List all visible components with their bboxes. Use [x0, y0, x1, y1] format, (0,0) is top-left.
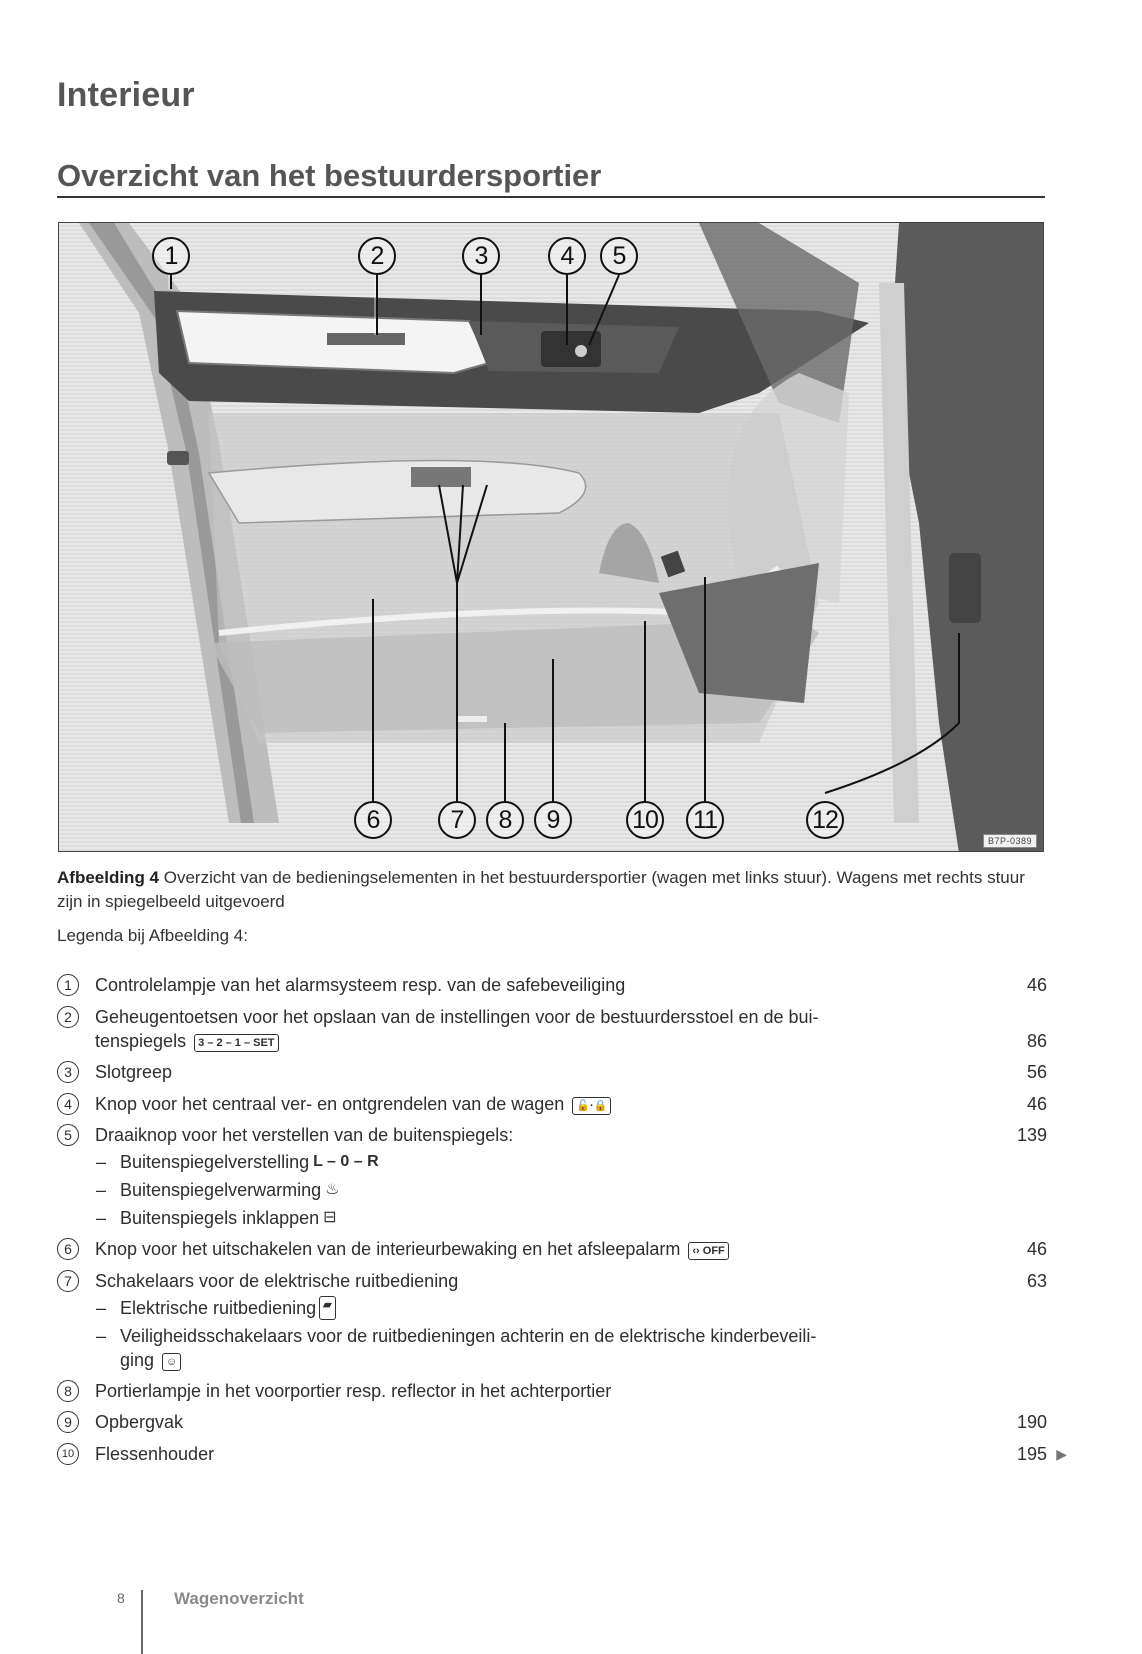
legend-item-8	[57, 1379, 1047, 1403]
figure-caption	[57, 866, 1047, 914]
legend-item-10	[57, 1442, 1067, 1466]
callout-1: 1	[152, 237, 190, 275]
legend-subitem: – Elektrische ruitbediening ▰	[96, 1296, 1047, 1320]
subitem-text: Veiligheidsschakelaars voor de ruitbedieningen achterin en de elektrische kinderbeveili- ging	[120, 1325, 817, 1370]
page-reference-link[interactable]: 195	[1016, 1443, 1047, 1464]
item-text-wrap	[95, 1237, 1047, 1261]
page-reference-link[interactable]: 63	[1026, 1270, 1047, 1291]
legend-item-6	[57, 1237, 1047, 1261]
legend-item-3	[57, 1060, 1047, 1084]
subitem-text: Buitenspiegelverwarming	[120, 1180, 322, 1200]
callout-3: 3	[462, 237, 500, 275]
legend-subitem: – Buitenspiegels inklappen ⊟	[96, 1208, 337, 1228]
mirror-heating-icon: ♨	[325, 1181, 340, 1198]
footer-section-title: Wagenoverzicht	[174, 1589, 304, 1608]
page-reference-link[interactable]: 139	[1016, 1125, 1047, 1145]
subitem-text: Buitenspiegels inklappen	[120, 1208, 320, 1228]
callout-6: 6	[354, 801, 392, 839]
continue-arrow-icon[interactable]: ▶	[1056, 1445, 1067, 1462]
callout-12: 12	[806, 801, 844, 839]
footer-divider	[141, 1590, 143, 1654]
page-number: 8	[117, 1590, 125, 1606]
callout-5: 5	[600, 237, 638, 275]
legend-item-1	[57, 973, 1047, 997]
legend-title: Legenda bij Afbeelding 4:	[57, 926, 248, 945]
item-number: 7	[57, 1270, 79, 1292]
item-text: Knop voor het centraal ver- en ontgrendelen van de wagen	[95, 1093, 565, 1114]
item-number: 5	[57, 1124, 79, 1146]
callout-9: 9	[534, 801, 572, 839]
legend-subitem: – Buitenspiegelverwarming ♨	[96, 1180, 340, 1200]
legend-subitem: – Buitenspiegelverstelling L – 0 – R	[96, 1152, 379, 1172]
item-number: 1	[57, 974, 79, 996]
callout-4: 4	[548, 237, 586, 275]
window-icon: ▰	[319, 1296, 335, 1320]
item-text: Geheugentoetsen voor het opslaan van de instellingen voor de bestuurdersstoel en de bui- tenspiegels	[95, 1006, 819, 1051]
item-text: Opbergvak	[95, 1412, 184, 1432]
legend-list	[57, 973, 1067, 1473]
page-reference-link[interactable]: 46	[1026, 1093, 1047, 1114]
item-number: 2	[57, 1006, 79, 1028]
lock-unlock-icon: 🔓·🔒	[572, 1097, 611, 1115]
item-text: Slotgreep	[95, 1062, 173, 1082]
item-number: 8	[57, 1380, 79, 1402]
page-reference-link[interactable]: 86	[1026, 1030, 1047, 1051]
item-text: Knop voor het uitschakelen van de interieurbewaking en het afsleepalarm	[95, 1239, 681, 1259]
item-number: 9	[57, 1411, 79, 1433]
legend-item-7	[57, 1269, 1047, 1293]
legend-item-9	[57, 1410, 1047, 1434]
door-figure	[58, 222, 1044, 852]
memory-buttons-symbol: 3 – 2 – 1 – SET	[194, 1034, 278, 1052]
item-text: Controlelampje van het alarmsysteem resp. van de safebeveiliging	[95, 975, 626, 995]
item-text-wrap	[95, 1005, 1047, 1053]
callout-7: 7	[438, 801, 476, 839]
item-text: Schakelaars voor de elektrische ruitbediening	[95, 1270, 459, 1291]
item-text: Draaiknop voor het verstellen van de buitenspiegels:	[95, 1125, 514, 1145]
callout-2: 2	[358, 237, 396, 275]
section-rule	[57, 196, 1045, 198]
subitem-text: Elektrische ruitbediening	[120, 1297, 317, 1318]
legend-item-4	[57, 1092, 1047, 1116]
subitem-text: Buitenspiegelverstelling	[120, 1152, 310, 1172]
item-text: Flessenhouder	[95, 1443, 215, 1464]
item-text: Portierlampje in het voorportier resp. reflector in het achterportier	[95, 1380, 612, 1401]
page-reference-link[interactable]: 46	[1026, 975, 1047, 995]
mirror-fold-icon: ⊟	[323, 1209, 337, 1226]
caption-text: Overzicht van de bedieningselementen in het bestuurdersportier (wagen met links stuur). Wagens met rechts stuur zijn in spiegelbeeld uitgevoerd	[57, 868, 1025, 911]
caption-label: Afbeelding 4	[57, 868, 160, 887]
item-number: 4	[57, 1093, 79, 1115]
mirror-adjust-symbol: L – 0 – R	[313, 1153, 379, 1170]
figure-code: B7P-0389	[983, 834, 1037, 848]
item-number: 3	[57, 1061, 79, 1083]
legend-item-5	[57, 1123, 1047, 1147]
driver-door-illustration	[59, 223, 1044, 852]
callout-10: 10	[626, 801, 664, 839]
page-reference-link[interactable]: 46	[1026, 1239, 1047, 1259]
chapter-title: Interieur	[57, 76, 195, 114]
legend-item-2	[57, 1005, 1047, 1053]
child-lock-icon: ☺	[162, 1353, 181, 1371]
item-number: 10	[57, 1443, 79, 1465]
interior-monitoring-off-symbol: ‹› OFF	[688, 1242, 728, 1260]
section-title: Overzicht van het bestuurdersportier	[57, 158, 602, 193]
item-number: 6	[57, 1238, 79, 1260]
legend-subitem: – Veiligheidsschakelaars voor de ruitbedieningen achterin en de elektrische kinderbeveili- ging ☺	[96, 1325, 817, 1370]
subitem-text-wrap	[120, 1324, 816, 1372]
page-reference-link[interactable]: 56	[1026, 1062, 1047, 1082]
callout-8: 8	[486, 801, 524, 839]
item-text-wrap	[95, 1092, 1047, 1116]
callout-11: 11	[686, 801, 724, 839]
page-reference-link[interactable]: 190	[1016, 1412, 1047, 1432]
